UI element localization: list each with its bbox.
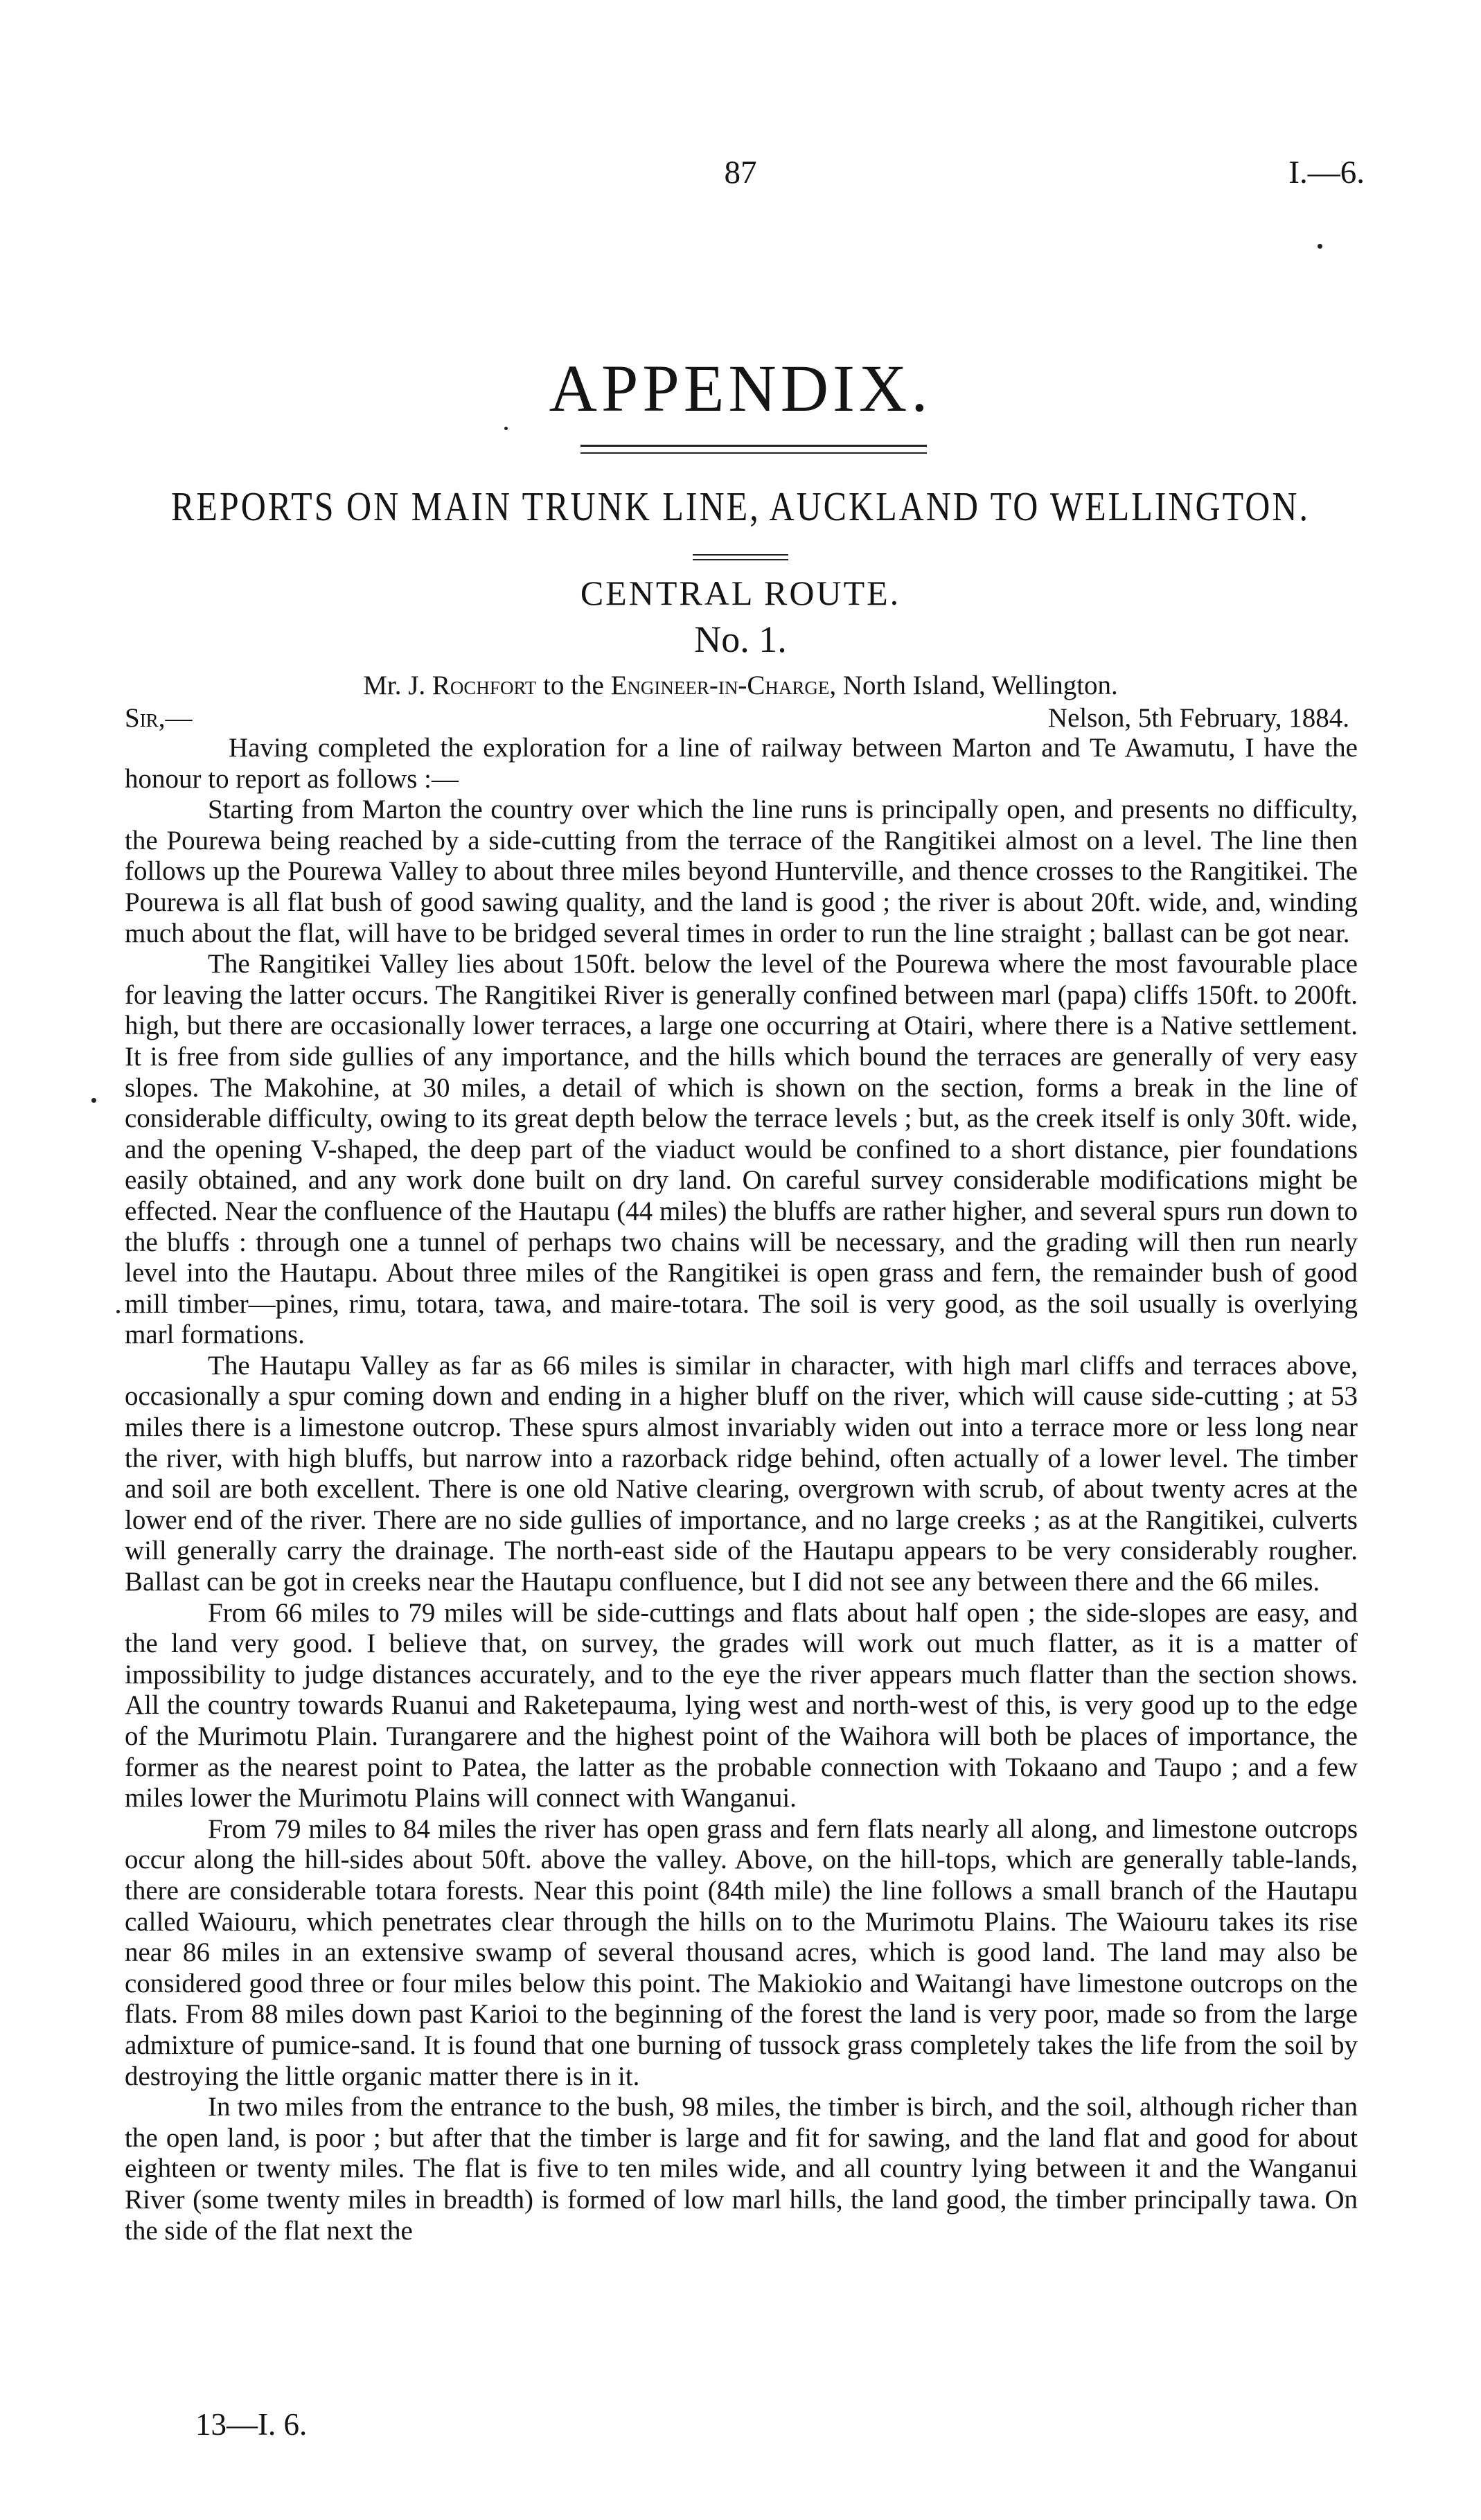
- print-speck: [504, 427, 508, 430]
- section-title: CENTRAL ROUTE.: [580, 574, 901, 612]
- appendix-title: APPENDIX.: [549, 351, 932, 425]
- print-speck: [91, 1098, 96, 1103]
- subtitle-rule: [693, 554, 788, 560]
- paragraph: In two miles from the entrance to the bush, 98 miles, the timber is birch, and the soil, although richer than the open land, is poor ; but after that the timber is large and fit for sawing, and the land flat and good for about eighteen or twenty miles. The flat is five to ten miles wide, and all country lying between it and the Wanganui River (some twenty miles in breadth) is formed of low marl hills, the land good, the timber principally tawa. On the side of the flat next the: [125, 2092, 1358, 2246]
- title-rule: [580, 445, 927, 454]
- paragraph: From 79 miles to 84 miles the river has open grass and fern flats nearly all along, and limestone outcrops occur along the hill-sides about 50ft. above the valley. Above, on the hill-tops, which are generally table-lands, there are considerable totara forests. Near this point (84th mile) the line follows a small branch of the Hautapu called Waiouru, which penetrates clear through the hills on to the Murimotu Plains. The Waiouru takes its rise near 86 miles in an extensive swamp of several thousand acres, which is good land. The land may also be considered good three or four miles below this point. The Makiokio and Waitangi have limestone outcrops on the flats. From 88 miles down past Karioi to the beginning of the forest the land is very poor, made so from the large admixture of pumice-sand. It is found that one burning of tussock grass completely takes the life from the soil by destroying the little organic matter there is in it.: [125, 1813, 1358, 2091]
- paragraph: Having completed the exploration for a line of railway between Marton and Te Awamutu, I have the honour to report as follows :—: [125, 733, 1358, 794]
- sender-name: Rochfort: [432, 671, 537, 700]
- addressee-to: to the: [536, 671, 611, 700]
- report-body: [125, 733, 1358, 2246]
- document-number: No. 1.: [694, 619, 787, 660]
- page-number: 87: [724, 154, 757, 190]
- dateline: Nelson, 5th February, 1884.: [1047, 703, 1349, 733]
- recipient-title: Engineer-in-Charge: [610, 671, 830, 700]
- print-speck: [1318, 244, 1322, 249]
- paragraph: Starting from Marton the country over which the line runs is principally open, and presents no difficulty, the Pourewa being reached by a side-cutting from the terrace of the Rangitikei almost on a level. The line then follows up the Pourewa Valley to about three miles beyond Hunterville, and thence crosses to the Rangitikei. The Pourewa is all flat bush of good sawing quality, and the land is good ; the river is about 20ft. wide, and, winding much about the flat, will have to be bridged several times in order to run the line straight ; ballast can be got near.: [125, 795, 1358, 948]
- addressee-line: [0, 670, 1481, 701]
- addressee-prefix: Mr. J.: [363, 671, 432, 700]
- addressee-location: , North Island, Wellington.: [829, 671, 1118, 700]
- paragraph: The Rangitikei Valley lies about 150ft. below the level of the Pourewa where the most favourable place for leaving the latter occurs. The Rangitikei River is generally confined between marl (papa) cliffs 150ft. to 200ft. high, but there are occasionally lower terraces, a large one occurring at Otairi, where there is a Native settlement. It is free from side gullies of any importance, and the hills which bound the terraces are generally of very easy slopes. The Makohine, at 30 miles, a detail of which is shown on the section, forms a break in the line of considerable difficulty, owing to its great depth below the terrace levels ; but, as the creek itself is only 30ft. wide, and the opening V-shaped, the deep part of the viaduct would be confined to a short distance, pier foundations easily obtained, and any work done built on dry land. On careful survey considerable modifications might be effected. Near the confluence of the Hautapu (44 miles) the bluffs are rather higher, and several spurs run down to the bluffs : through one a tunnel of perhaps two chains will be necessary, and the grading will then run nearly level into the Hautapu. About three miles of the Rangitikei is open grass and fern, the remainder bush of good mill timber—pines, rimu, totara, tawa, and maire-totara. The soil is very good, as the soil usually is overlying marl formations.: [125, 949, 1358, 1350]
- document-reference: I.—6.: [1288, 154, 1365, 190]
- paragraph: The Hautapu Valley as far as 66 miles is similar in character, with high marl cliffs and terraces above, occasionally a spur coming down and ending in a higher bluff on the river, which will cause side-cutting ; at 53 miles there is a limestone outcrop. These spurs almost invariably widen out into a terrace more or less long near the river, with high bluffs, but narrow into a razorback ridge behind, often actually of a lower level. The timber and soil are both excellent. There is one old Native clearing, overgrown with scrub, of about twenty acres at the lower end of the river. There are no side gullies of importance, and no large creeks ; as at the Rangitikei, culverts will generally carry the drainage. The north-east side of the Hautapu appears to be very considerably rougher. Ballast can be got in creeks near the Hautapu confluence, but I did not see any between there and the 66 miles.: [125, 1350, 1358, 1597]
- print-speck: [116, 1310, 120, 1313]
- paragraph: From 66 miles to 79 miles will be side-cuttings and flats about half open ; the side-slopes are easy, and the land very good. I believe that, on survey, the grades will work out much flatter, as it is a matter of impossibility to judge distances accurately, and to the eye the river appears much flatter than the section shows. All the country towards Ruanui and Raketepauma, lying west and north-west of this, is very good up to the edge of the Murimotu Plain. Turangarere and the highest point of the Waihora will both be places of importance, the former as the nearest point to Patea, the latter as the probable connection with Tokaano and Taupo ; and a few miles lower the Murimotu Plains will connect with Wanganui.: [125, 1597, 1358, 1813]
- footer-signature-mark: 13—I. 6.: [195, 2407, 308, 2442]
- report-subtitle: REPORTS ON MAIN TRUNK LINE, AUCKLAND TO WELLINGTON.: [171, 483, 1310, 530]
- salutation: Sir,—: [125, 703, 193, 733]
